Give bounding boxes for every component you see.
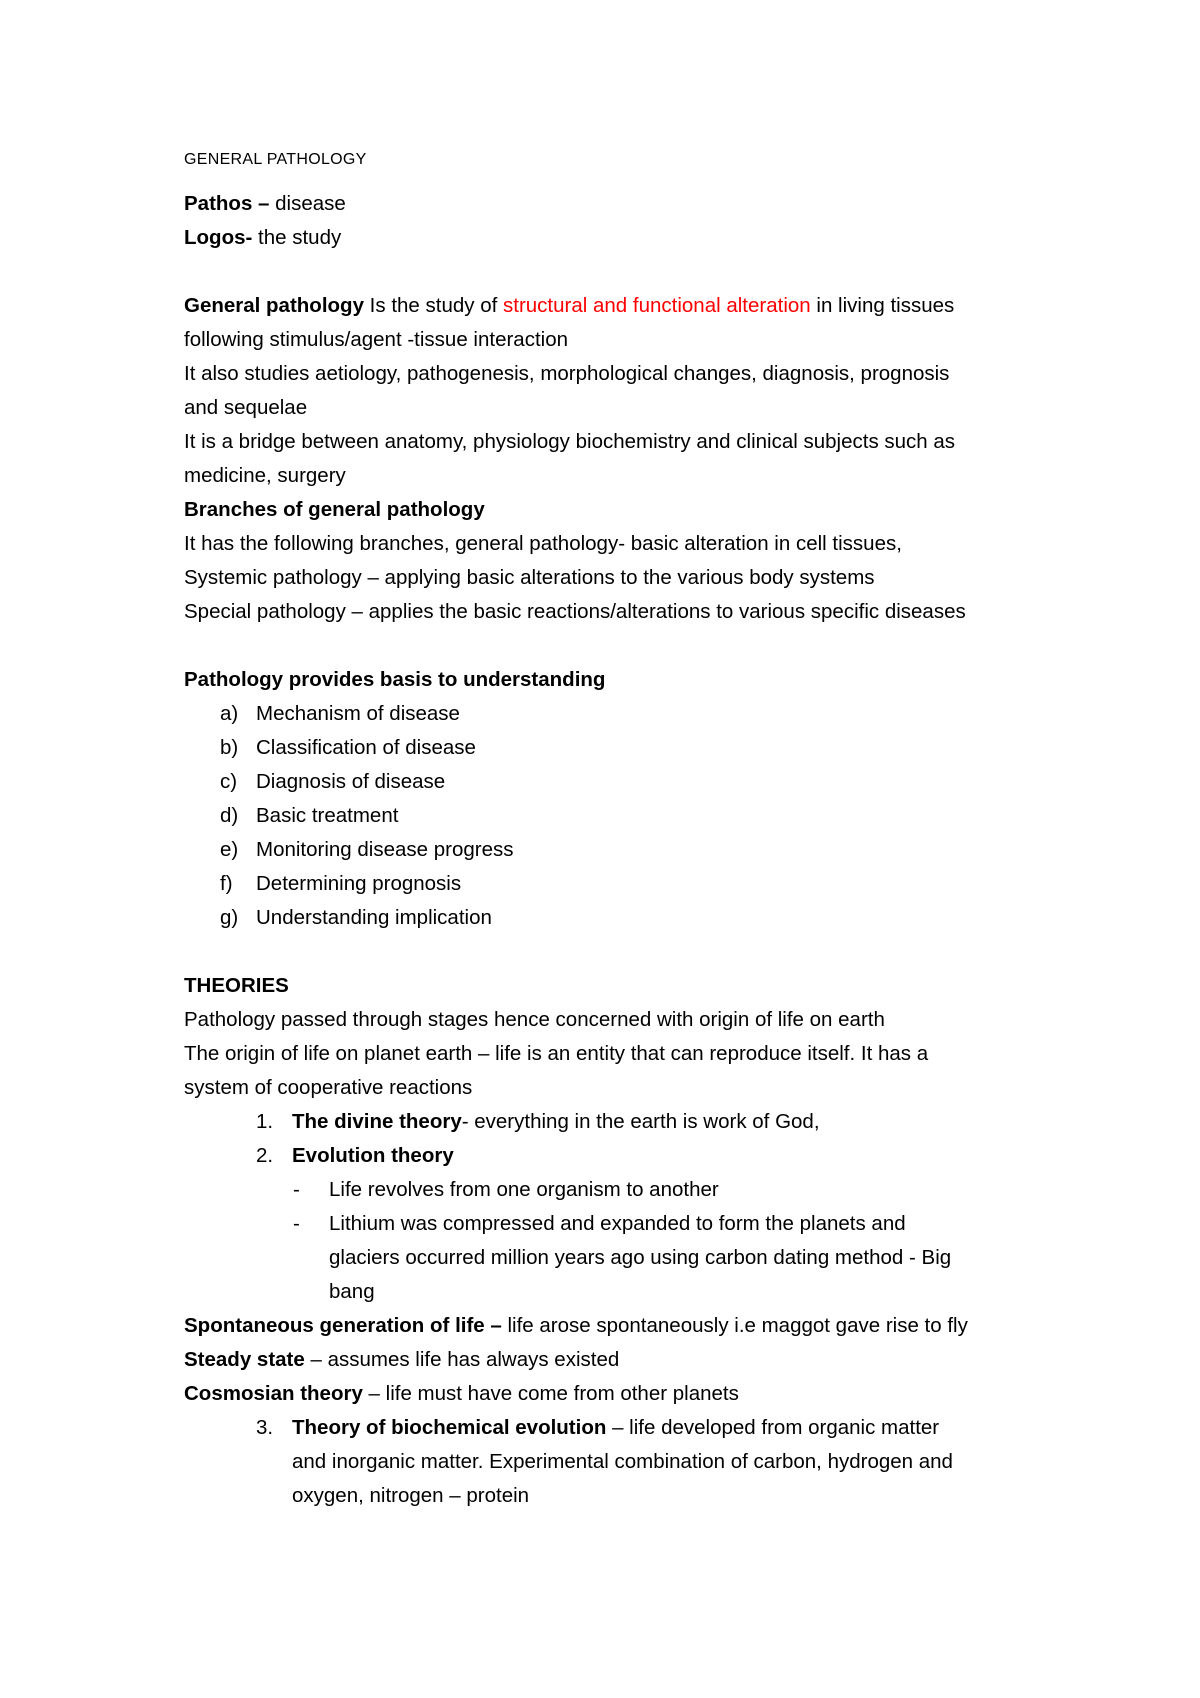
theory-item-2	[184, 1139, 1064, 1173]
theory-3-term: Theory of biochemical evolution	[292, 1416, 607, 1439]
list-item	[184, 901, 1064, 935]
document-body	[184, 147, 1064, 1513]
dash-marker: -	[293, 1178, 300, 1201]
def-steady-state: – assumes life has always existed	[304, 1348, 620, 1371]
theories-line-3: system of cooperative reactions	[184, 1076, 473, 1099]
list-item-text: Diagnosis of disease	[256, 770, 446, 793]
list-item	[184, 731, 1064, 765]
list-marker: 1.	[256, 1110, 274, 1133]
theory-item-3	[184, 1411, 1064, 1445]
theory-2-term: Evolution theory	[292, 1144, 454, 1167]
blank-line	[184, 255, 1064, 289]
list-item	[184, 799, 1064, 833]
list-marker: b)	[220, 736, 239, 759]
list-item	[184, 833, 1064, 867]
evolution-subitem-text: Life revolves from one organism to another	[329, 1178, 719, 1201]
def-spontaneous: life arose spontaneously i.e maggot gave rise to fly	[501, 1314, 968, 1337]
evolution-subitem-2-cont-2: bang	[329, 1280, 375, 1303]
list-marker: 2.	[256, 1144, 274, 1167]
gp-line-2: following stimulus/agent -tissue interaction	[184, 328, 568, 351]
theories-line-2: The origin of life on planet earth – life is an entity that can reproduce itself. It has a	[184, 1042, 929, 1065]
branches-line-3: Special pathology – applies the basic reactions/alterations to various specific diseases	[184, 600, 966, 623]
evolution-subitem-2	[184, 1207, 1064, 1241]
branches-line-1: It has the following branches, general pathology- basic alteration in cell tissues,	[184, 532, 902, 555]
list-item-text: Determining prognosis	[256, 872, 462, 895]
gp-post: in living tissues	[810, 294, 955, 317]
term-logos: Logos-	[184, 226, 253, 249]
term-cosmosian: Cosmosian theory	[184, 1382, 363, 1405]
list-item-text: Basic treatment	[256, 804, 399, 827]
theory-3-cont-2: oxygen, nitrogen – protein	[292, 1484, 530, 1507]
bridge-line-1: It is a bridge between anatomy, physiology biochemistry and clinical subjects such as	[184, 430, 956, 453]
basis-list	[184, 697, 1064, 935]
def-pathos: disease	[269, 192, 346, 215]
definition-pathos	[184, 187, 1064, 221]
general-pathology-definition	[184, 289, 1064, 323]
term-steady-state: Steady state	[184, 1348, 305, 1371]
list-item-text: Classification of disease	[256, 736, 476, 759]
blank-line	[184, 935, 1064, 969]
list-marker: d)	[220, 804, 239, 827]
theory-3-def: – life developed from organic matter	[606, 1416, 940, 1439]
gp-highlight: structural and functional alteration	[503, 294, 811, 317]
list-item-text: Understanding implication	[256, 906, 492, 929]
list-marker: f)	[220, 872, 233, 895]
evolution-subitem-1	[184, 1173, 1064, 1207]
blank-line	[184, 629, 1064, 663]
cosmosian-theory	[184, 1377, 1064, 1411]
basis-heading: Pathology provides basis to understanding	[184, 668, 606, 691]
list-marker: a)	[220, 702, 239, 725]
theory-item-1	[184, 1105, 1064, 1139]
branches-line-2: Systemic pathology – applying basic alterations to the various body systems	[184, 566, 875, 589]
steady-state	[184, 1343, 1064, 1377]
term-pathos: Pathos –	[184, 192, 270, 215]
list-item	[184, 765, 1064, 799]
spontaneous-generation	[184, 1309, 1064, 1343]
evolution-subitem-2-cont-1: glaciers occurred million years ago using carbon dating method - Big	[329, 1246, 952, 1269]
list-marker: e)	[220, 838, 239, 861]
list-item	[184, 867, 1064, 901]
theories-line-1: Pathology passed through stages hence concerned with origin of life on earth	[184, 1008, 885, 1031]
list-marker: g)	[220, 906, 239, 929]
list-item	[184, 697, 1064, 731]
dash-marker: -	[293, 1212, 300, 1235]
list-marker: 3.	[256, 1416, 274, 1439]
studies-line-2: and sequelae	[184, 396, 308, 419]
branches-heading: Branches of general pathology	[184, 498, 485, 521]
definition-logos	[184, 221, 1064, 255]
list-item-text: Mechanism of disease	[256, 702, 460, 725]
def-cosmosian: – life must have come from other planets	[362, 1382, 739, 1405]
evolution-subitem-text: Lithium was compressed and expanded to form the planets and	[329, 1212, 906, 1235]
bridge-line-2: medicine, surgery	[184, 464, 346, 487]
theory-3-cont-1: and inorganic matter. Experimental combination of carbon, hydrogen and	[292, 1450, 953, 1473]
theories-heading: THEORIES	[184, 974, 289, 997]
list-marker: c)	[220, 770, 238, 793]
document-title: GENERAL PATHOLOGY	[184, 151, 367, 168]
studies-line-1: It also studies aetiology, pathogenesis, morphological changes, diagnosis, prognosis	[184, 362, 950, 385]
theory-1-term: The divine theory	[292, 1110, 462, 1133]
term-spontaneous: Spontaneous generation of life –	[184, 1314, 502, 1337]
def-logos: the study	[252, 226, 342, 249]
theory-1-def: - everything in the earth is work of God,	[461, 1110, 820, 1133]
term-general-pathology: General pathology	[184, 294, 364, 317]
list-item-text: Monitoring disease progress	[256, 838, 514, 861]
gp-pre: Is the study of	[363, 294, 503, 317]
